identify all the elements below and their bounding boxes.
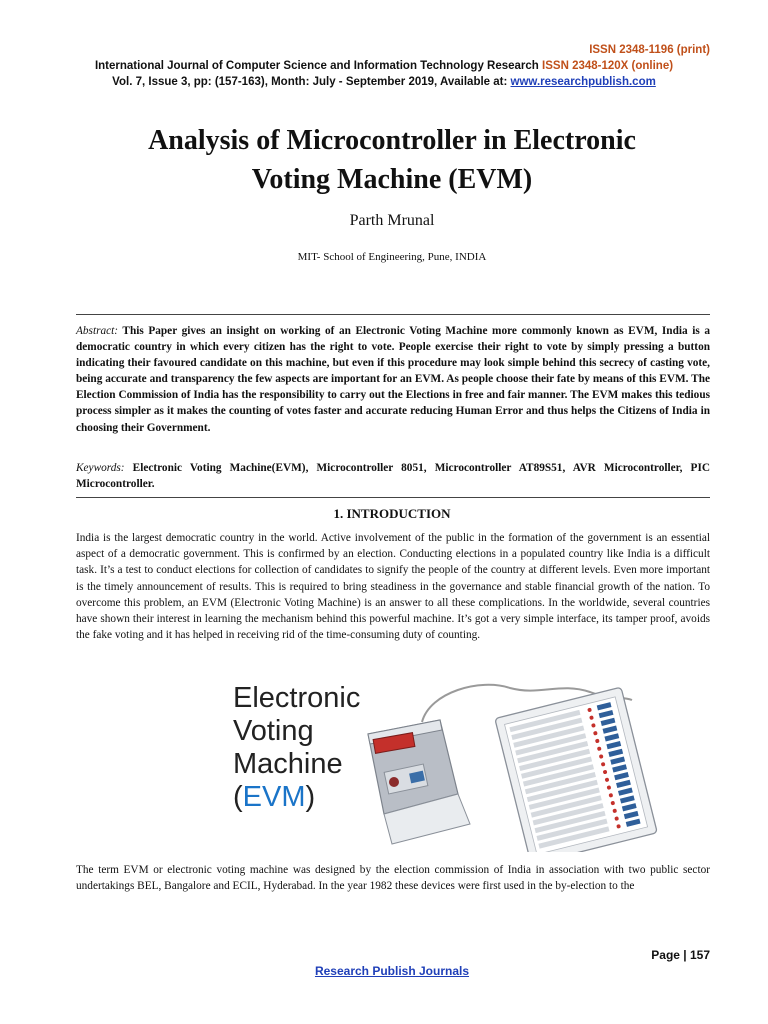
figure-line-3: Machine	[233, 748, 343, 780]
issn-print: ISSN 2348-1196 (print)	[589, 44, 710, 56]
evm-machine-image	[360, 682, 720, 852]
figure-evm-text: EVM	[242, 781, 306, 813]
keywords-label: Keywords:	[76, 462, 125, 474]
issn-online: ISSN 2348-120X (online)	[542, 60, 674, 72]
abstract	[76, 323, 710, 436]
figure-line-1: Electronic	[233, 682, 361, 714]
evm-ballot-unit	[495, 687, 657, 852]
keywords-text: Electronic Voting Machine(EVM), Microcontroller 8051, Microcontroller AT89S51, AVR Microcontroller, PIC Microcontroller.	[76, 462, 711, 491]
abstract-text: This Paper gives an insight on working of an Electronic Voting Machine more commonly known as EVM, India is a democratic country in which every citizen has the right to vote. People exercise their right to vote by simply pressing a button indicating their favoured candidate on this machine, but even if this procedure may look simple behind this secrecy of casting vote, being accurate and transparency the few aspects are important for an EVM. As people choose their fate by means of this EVM. The Election Commission of India has the responsibility to carry out the Elections in free and fair manner. The EVM makes this tedious process simpler as it makes the counting of votes faster and accurate reducing Human Error and thus helps the Citizens of India in choosing their Government.	[76, 325, 710, 434]
abstract-label: Abstract:	[76, 325, 119, 337]
page-number: Page | 157	[651, 948, 710, 962]
footer-journal-link[interactable]: Research Publish Journals	[314, 964, 470, 978]
control-unit-red-button	[389, 777, 399, 787]
section-heading-introduction: 1. INTRODUCTION	[333, 506, 451, 521]
paper-title-line-1: Analysis of Microcontroller in Electronic	[148, 125, 636, 156]
intro-paragraph-2: The term EVM or electronic voting machine was designed by the election commission of India in association with two public sector undertakings BEL, Bangalore and ECIL, Hyderabad. In the year 1982 these devices were first used in the by-election to the	[76, 864, 710, 893]
journal-url-link[interactable]: www.researchpublish.com	[510, 76, 656, 88]
keywords	[76, 460, 710, 492]
paper-title-line-2: Voting Machine (EVM)	[251, 164, 533, 195]
affiliation: MIT- School of Engineering, Pune, INDIA	[297, 251, 487, 263]
figure-caption-text	[233, 682, 360, 814]
figure-line-2: Voting	[233, 715, 314, 747]
intro-paragraph: India is the largest democratic country in the world. Active involvement of the public in the formation of the government is an essential aspect of a democratic government. This is confirmed by an election. Conducting elections in a populated country like India is a difficult task. It’s a test to conduct elections for collection of candidates to signify the people of the country at different levels. Even more important is the timely announcement of results. This is required to bring steadiness in the governance and stable financial growth of the nation. To overcome this problem, an EVM (Electronic Voting Machine) is an answer to all these complications. In the worldwide, several countries have shown their interest in learning the mechanism behind this powerful machine. It’s got a very simple interface, its tamper proof, avoids the fake voting and it has helped in receiving rid of the time-consuming duty of counting.	[76, 532, 710, 642]
volume-info: Vol. 7, Issue 3, pp: (157-163), Month: July - September 2019, Available at:	[112, 76, 508, 88]
volume-info-line	[0, 76, 768, 88]
evm-control-unit	[368, 720, 470, 844]
figure-line-4: (EVM)	[233, 781, 316, 813]
author-name: Parth Mrunal	[349, 212, 435, 229]
journal-name: International Journal of Computer Science and Information Technology Research	[94, 60, 539, 72]
journal-header	[0, 60, 768, 72]
